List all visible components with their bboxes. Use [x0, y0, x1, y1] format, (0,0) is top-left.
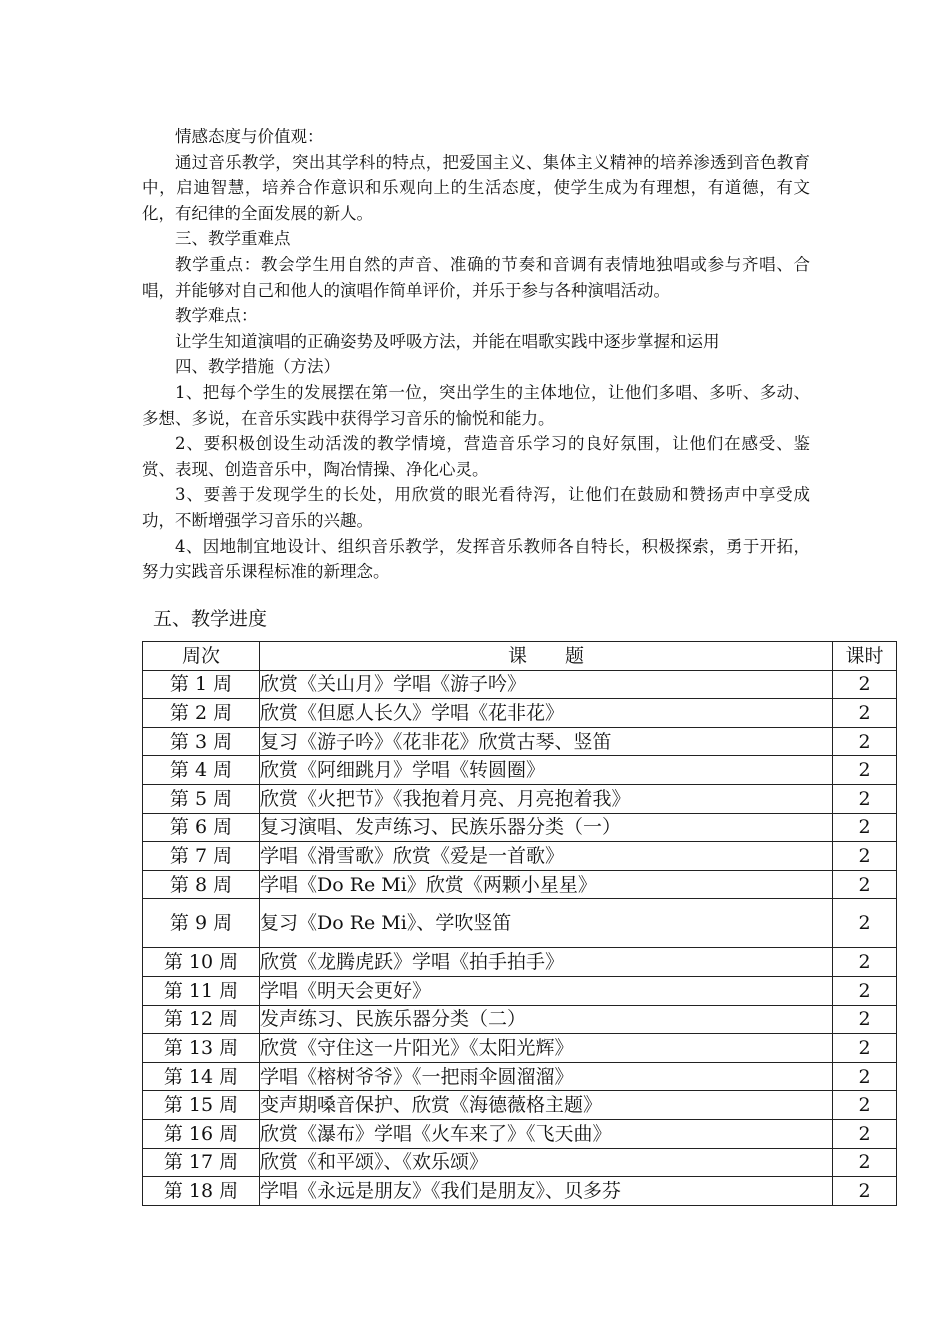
hours-cell: 2 [833, 756, 897, 785]
topic-cell: 学唱《Do Re Mi》欣赏《两颗小星星》 [260, 870, 833, 899]
topic-cell: 复习《Do Re Mi》、学吹竖笛 [260, 899, 833, 948]
week-cell: 第 1 周 [143, 670, 260, 699]
week-cell: 第 15 周 [143, 1091, 260, 1120]
paragraph-difficult-heading: 教学难点： [175, 306, 258, 326]
week-cell: 第 16 周 [143, 1119, 260, 1148]
week-cell: 第 12 周 [143, 1005, 260, 1034]
topic-cell: 欣赏《守住这一片阳光》《太阳光辉》 [260, 1034, 833, 1063]
week-cell: 第 8 周 [143, 870, 260, 899]
week-cell: 第 11 周 [143, 976, 260, 1005]
table-row [143, 1119, 897, 1148]
table-row [143, 948, 897, 977]
topic-cell: 变声期嗓音保护、欣赏《海德薇格主题》 [260, 1091, 833, 1120]
topic-cell: 欣赏《龙腾虎跃》学唱《拍手拍手》 [260, 948, 833, 977]
paragraph-measure-3: 3、要善于发现学生的长处，用欣赏的眼光看待泻，让他们在鼓励和赞扬声中享受成功，不断增强学习音乐的兴趣。 [142, 485, 810, 530]
table-row [143, 670, 897, 699]
week-cell: 第 9 周 [143, 899, 260, 948]
paragraph-measure-2: 2、要积极创设生动活泼的教学情境，营造音乐学习的良好氛围，让他们在感受、鉴赏、表现、创造音乐中，陶冶情操、净化心灵。 [142, 434, 810, 479]
hours-cell: 2 [833, 670, 897, 699]
week-cell: 第 7 周 [143, 842, 260, 871]
hours-cell: 2 [833, 1148, 897, 1177]
paragraph-key-points: 教学重点：教会学生用自然的声音、准确的节奏和音调有表情地独唱或参与齐唱、合唱，并能够对自己和他人的演唱作简单评价，并乐于参与各种演唱活动。 [142, 254, 810, 300]
table-row [143, 699, 897, 728]
week-cell: 第 10 周 [143, 948, 260, 977]
week-cell: 第 17 周 [143, 1148, 260, 1177]
topic-cell: 欣赏《阿细跳月》学唱《转圆圈》 [260, 756, 833, 785]
paragraph-measure-4: 4、因地制宜地设计、组织音乐教学，发挥音乐教师各自特长，积极探索，勇于开拓，努力实践音乐课程标准的新理念。 [142, 536, 810, 582]
paragraph-difficult-body: 让学生知道演唱的正确姿势及呼吸方法，并能在唱歌实践中逐步掌握和运用 [175, 331, 720, 351]
topic-cell: 学唱《滑雪歌》欣赏《爱是一首歌》 [260, 842, 833, 871]
week-cell: 第 5 周 [143, 784, 260, 813]
hours-cell: 2 [833, 842, 897, 871]
paragraph-attitude-heading: 情感态度与价值观： [175, 127, 324, 146]
topic-cell: 发声练习、民族乐器分类（二） [260, 1005, 833, 1034]
week-cell: 第 3 周 [143, 727, 260, 756]
hours-cell: 2 [833, 699, 897, 728]
hours-cell: 2 [833, 727, 897, 756]
table-row [143, 784, 897, 813]
table-row [143, 1034, 897, 1063]
table-row [143, 813, 897, 842]
table-row [143, 1062, 897, 1091]
topic-cell: 学唱《永远是朋友》《我们是朋友》、贝多芬 [260, 1177, 833, 1206]
week-cell: 第 18 周 [143, 1177, 260, 1206]
hours-cell: 2 [833, 1177, 897, 1206]
topic-cell: 学唱《明天会更好》 [260, 976, 833, 1005]
week-cell: 第 2 周 [143, 699, 260, 728]
week-cell: 第 14 周 [143, 1062, 260, 1091]
hours-cell: 2 [833, 1062, 897, 1091]
hours-cell: 2 [833, 1119, 897, 1148]
week-cell: 第 13 周 [143, 1034, 260, 1063]
table-row [143, 1148, 897, 1177]
hours-cell: 2 [833, 948, 897, 977]
topic-cell: 学唱《榕树爷爷》《一把雨伞圆溜溜》 [260, 1062, 833, 1091]
hours-cell: 2 [833, 899, 897, 948]
topic-cell: 欣赏《和平颂》、《欢乐颂》 [260, 1148, 833, 1177]
header-hours: 课时 [833, 642, 897, 671]
table-row [143, 976, 897, 1005]
section-title-schedule: 五、教学进度 [153, 608, 268, 630]
hours-cell: 2 [833, 976, 897, 1005]
header-week: 周次 [143, 642, 260, 671]
table-row [143, 1177, 897, 1206]
paragraph-measure-1: 1、把每个学生的发展摆在第一位，突出学生的主体地位，让他们多唱、多听、多动、多想、多说，在音乐实践中获得学习音乐的愉悦和能力。 [142, 382, 810, 428]
table-row [143, 1005, 897, 1034]
table-row [143, 756, 897, 785]
table-header-row [143, 642, 897, 671]
table-row [143, 870, 897, 899]
table-row [143, 842, 897, 871]
week-cell: 第 4 周 [143, 756, 260, 785]
week-cell: 第 6 周 [143, 813, 260, 842]
paragraph-attitude-body: 通过音乐教学，突出其学科的特点，把爱国主义、集体主义精神的培养渗透到音色教育中，启迪智慧，培养合作意识和乐观向上的生活态度，使学生成为有理想，有道德，有文化，有纪律的全面发展的新人。 [142, 152, 810, 223]
header-topic: 课 题 [260, 642, 833, 671]
hours-cell: 2 [833, 813, 897, 842]
hours-cell: 2 [833, 1005, 897, 1034]
table-row [143, 899, 897, 948]
topic-cell: 欣赏《瀑布》学唱《火车来了》《飞天曲》 [260, 1119, 833, 1148]
topic-cell: 欣赏《但愿人长久》学唱《花非花》 [260, 699, 833, 728]
topic-cell: 欣赏《关山月》学唱《游子吟》 [260, 670, 833, 699]
hours-cell: 2 [833, 1091, 897, 1120]
topic-cell: 复习《游子吟》《花非花》欣赏古琴、竖笛 [260, 727, 833, 756]
schedule-table [142, 641, 897, 1206]
table-row [143, 727, 897, 756]
hours-cell: 2 [833, 784, 897, 813]
topic-cell: 复习演唱、发声练习、民族乐器分类（一） [260, 813, 833, 842]
table-row [143, 1091, 897, 1120]
body-text [142, 124, 810, 585]
hours-cell: 2 [833, 870, 897, 899]
topic-cell: 欣赏《火把节》《我抱着月亮、月亮抱着我》 [260, 784, 833, 813]
hours-cell: 2 [833, 1034, 897, 1063]
heading-key-difficult-points: 三、教学重难点 [175, 229, 291, 249]
heading-teaching-measures: 四、教学措施（方法） [175, 357, 340, 377]
